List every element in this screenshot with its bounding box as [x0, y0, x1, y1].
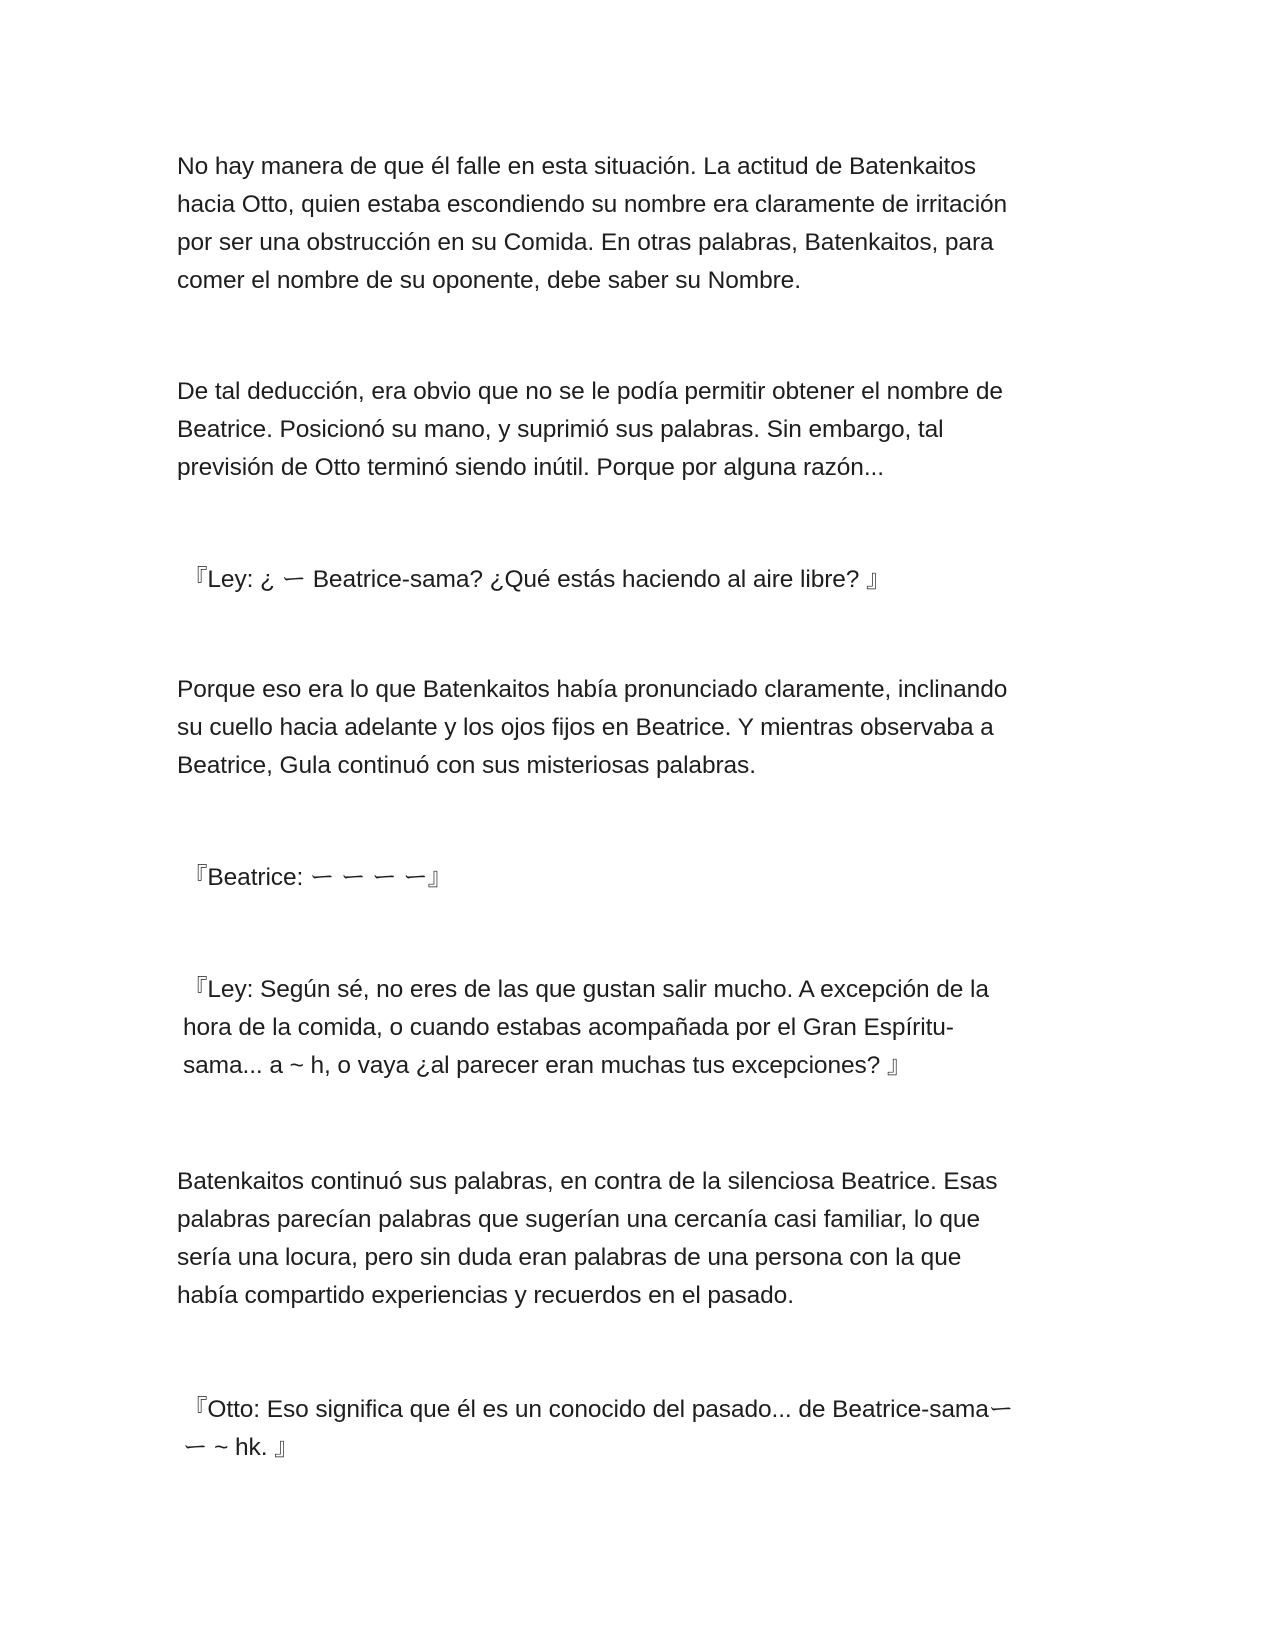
paragraph-dialogue: 『Ley: ¿ ー Beatrice-sama? ¿Qué estás haciendo al aire libre? 』	[183, 566, 891, 593]
paragraph-narration: No hay manera de que él falle en esta situación. La actitud de Batenkaitos hacia Otto, quien estaba escondiendo su nombre era claramente de irritación por ser una obstrucción en su Comida. En otras palabras, Batenkaitos, para comer el nombre de su oponente, debe saber su Nombre.	[177, 153, 1008, 294]
paragraph-dialogue: 『Ley: Según sé, no eres de las que gustan salir mucho. A excepción de la hora de la comida, o cuando estabas acompañada por el Gran Espíritu- sama... a ~ h, o vaya ¿al parecer eran muchas tus excepciones? 』	[183, 976, 989, 1079]
paragraph-dialogue: 『Beatrice: ー ー ー ー』	[183, 864, 453, 891]
paragraph-narration: Batenkaitos continuó sus palabras, en contra de la silenciosa Beatrice. Esas palabras parecían palabras que sugerían una cercanía casi familiar, lo que sería una locura, pero sin duda eran palabras de una persona con la que había compartido experiencias y recuerdos en el pasado.	[177, 1168, 998, 1309]
paragraph-dialogue: 『Otto: Eso significa que él es un conocido del pasado... de Beatrice-samaー ー ~ hk. 』	[183, 1396, 1014, 1461]
paragraph-narration: Porque eso era lo que Batenkaitos había pronunciado claramente, inclinando su cuello hacia adelante y los ojos fijos en Beatrice. Y mientras observaba a Beatrice, Gula continuó con sus misteriosas palabras.	[177, 676, 1008, 779]
paragraph-narration: De tal deducción, era obvio que no se le podía permitir obtener el nombre de Beatrice. Posicionó su mano, y suprimió sus palabras. Sin embargo, tal previsión de Otto terminó siendo inútil. Porque por alguna razón...	[177, 378, 1003, 481]
